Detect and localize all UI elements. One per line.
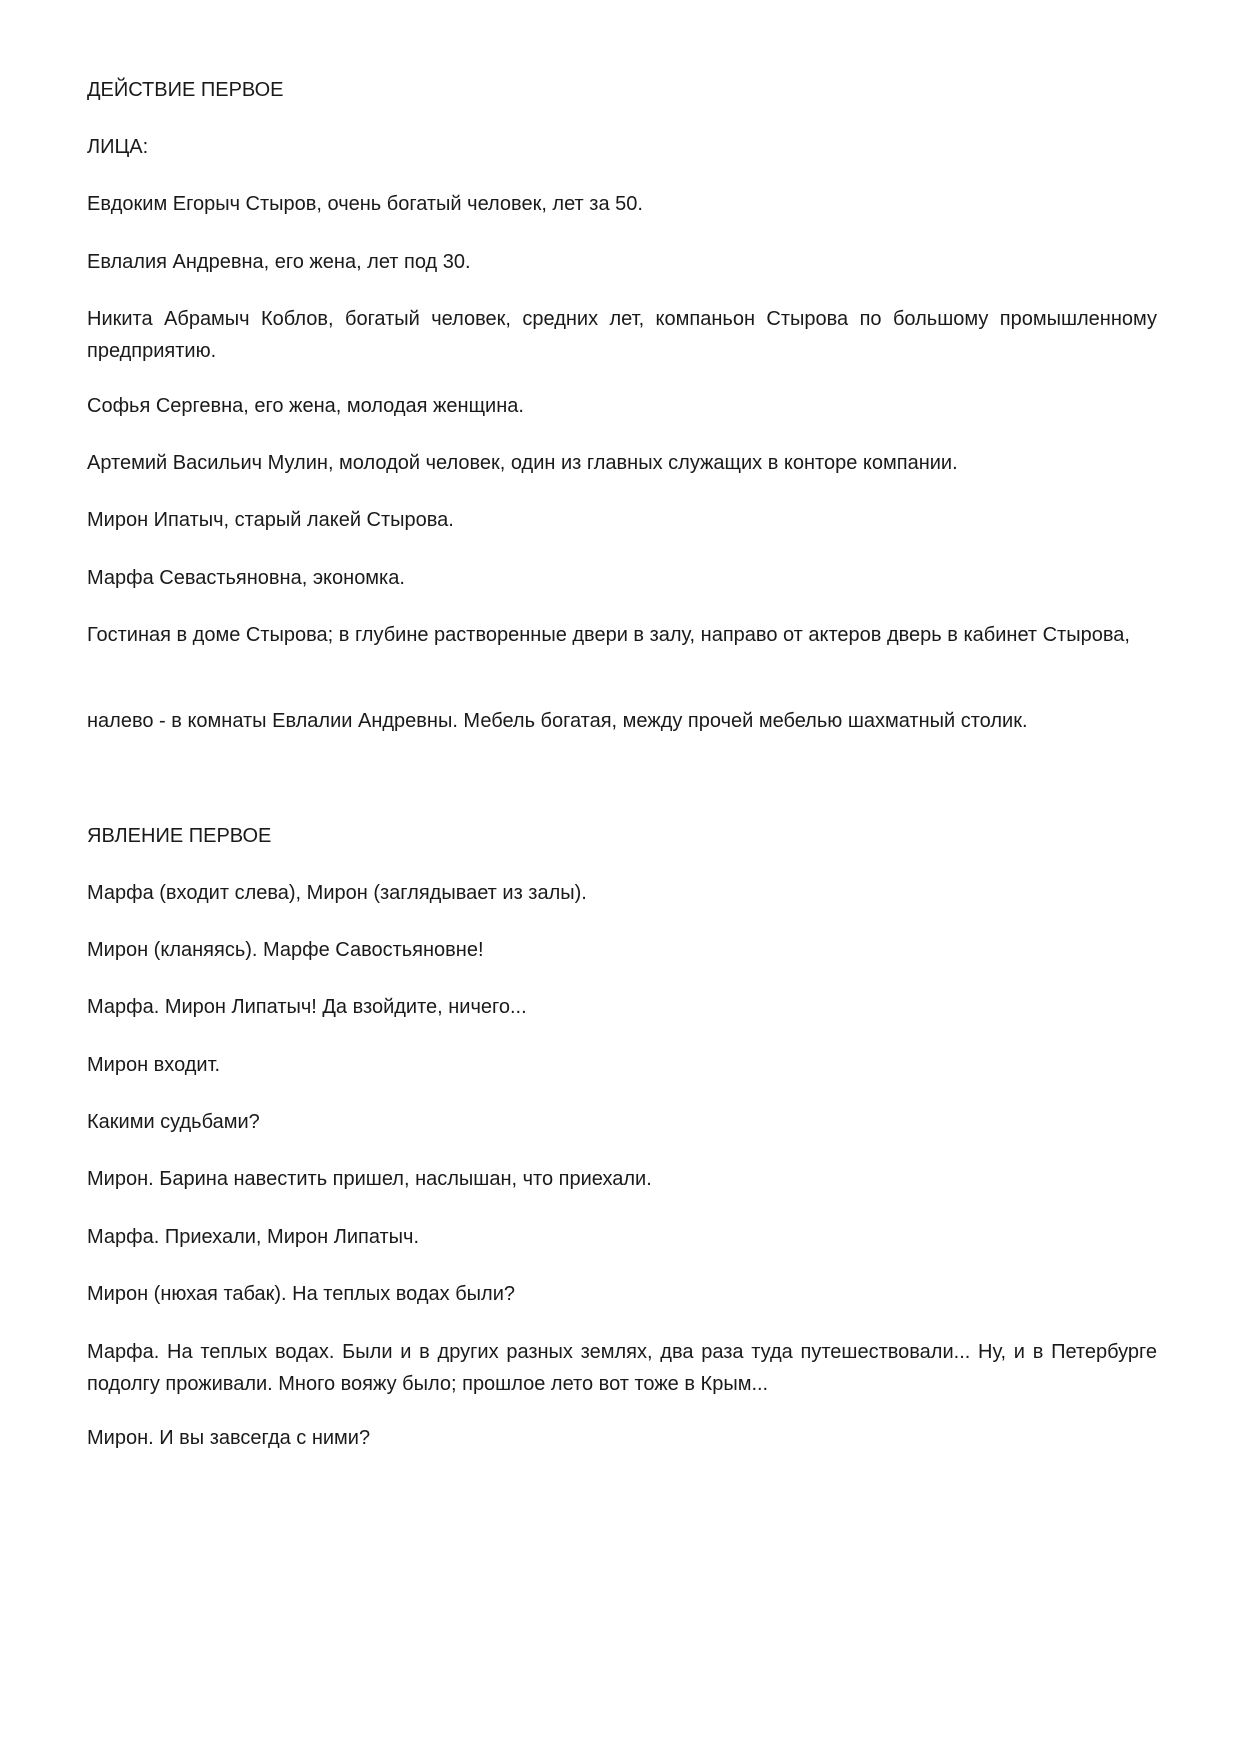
scene-heading: ЯВЛЕНИЕ ПЕРВОЕ [87, 825, 272, 847]
character-entry: Артемий Васильич Мулин, молодой человек, один из главных служащих в конторе компании. [87, 452, 958, 474]
character-entry: Евдоким Егорыч Стыров, очень богатый человек, лет за 50. [87, 193, 643, 215]
character-entry: Никита Абрамыч Коблов, богатый человек, средних лет, компаньон Стырова по большому промышленному предприятию. [87, 308, 1157, 362]
dialogue-line: Мирон. Барина навестить пришел, наслышан, что приехали. [87, 1168, 652, 1190]
dialogue-line: Мирон (нюхая табак). На теплых водах были? [87, 1283, 515, 1305]
stage-direction: Мирон входит. [87, 1054, 221, 1076]
setting-description-continued: налево - в комнаты Евлалии Андревны. Мебель богатая, между прочей мебелью шахматный столик. [87, 710, 1028, 732]
dialogue-line: Марфа. На теплых водах. Были и в других разных землях, два раза туда путешествовали... Ну, и в Петербурге подолгу проживали. Много вояжу было; прошлое лето вот тоже в Крым... [87, 1341, 1157, 1395]
dialogue-line: Мирон (кланяясь). Марфе Савостьяновне! [87, 939, 484, 961]
act-heading: ДЕЙСТВИЕ ПЕРВОЕ [87, 79, 284, 101]
characters-heading: ЛИЦА: [87, 136, 149, 158]
dialogue-line: Марфа. Приехали, Мирон Липатыч. [87, 1226, 420, 1248]
character-entry: Мирон Ипатыч, старый лакей Стырова. [87, 509, 454, 531]
dialogue-line: Марфа (входит слева), Мирон (заглядывает из залы). [87, 882, 587, 904]
dialogue-line: Какими судьбами? [87, 1111, 260, 1133]
dialogue-line: Мирон. И вы завсегда с ними? [87, 1427, 371, 1449]
character-entry: Евлалия Андревна, его жена, лет под 30. [87, 251, 471, 273]
character-entry: Марфа Севастьяновна, экономка. [87, 567, 405, 589]
character-entry: Софья Сергевна, его жена, молодая женщина. [87, 395, 524, 417]
dialogue-line: Марфа. Мирон Липатыч! Да взойдите, ничего... [87, 996, 527, 1018]
setting-description: Гостиная в доме Стырова; в глубине растворенные двери в залу, направо от актеров дверь в кабинет Стырова, [87, 624, 1130, 646]
